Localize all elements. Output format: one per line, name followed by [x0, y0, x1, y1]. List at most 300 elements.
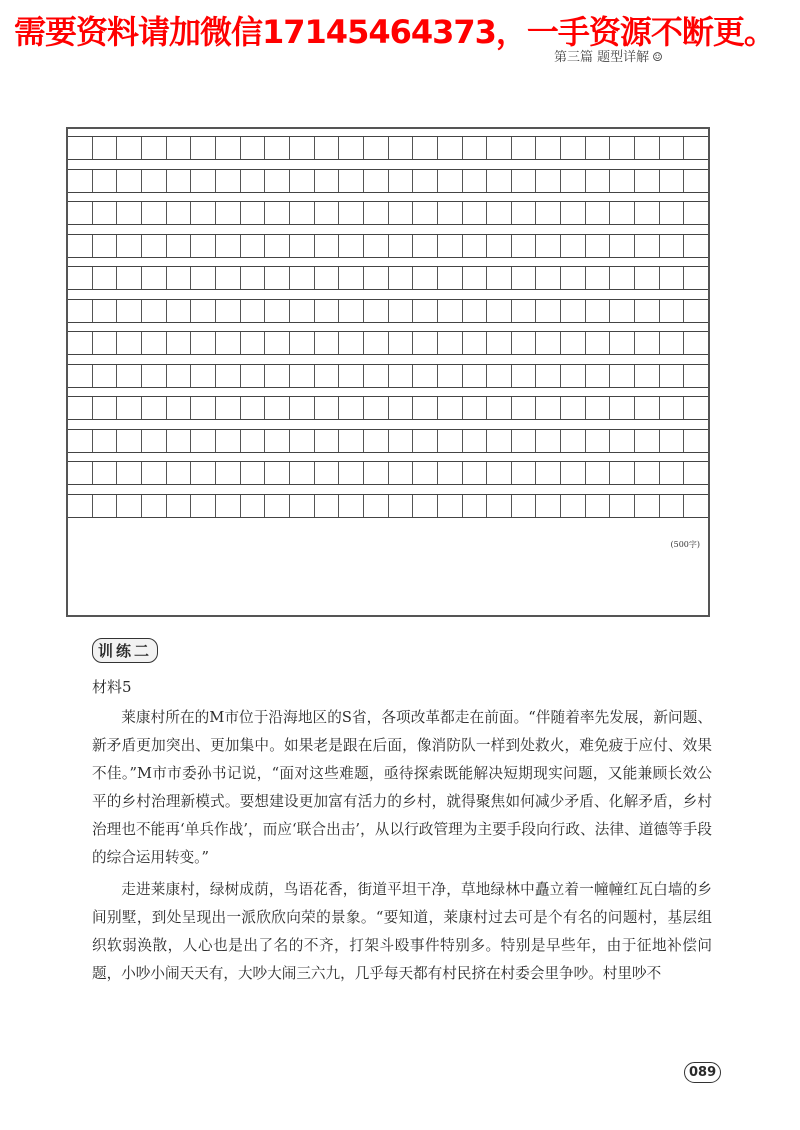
- grid-cell: [117, 300, 142, 322]
- grid-cell: [117, 267, 142, 289]
- running-header: [554, 46, 663, 65]
- grid-cell: [586, 462, 611, 484]
- grid-cell: [265, 170, 290, 192]
- grid-cell: [561, 267, 586, 289]
- grid-cell: [684, 397, 708, 419]
- grid-cell: [167, 300, 192, 322]
- grid-cell: [561, 235, 586, 257]
- grid-cell: [487, 495, 512, 517]
- grid-cell: [660, 397, 685, 419]
- grid-cell: [265, 495, 290, 517]
- grid-cell: [315, 495, 340, 517]
- grid-cell: [216, 495, 241, 517]
- page-number: 089: [684, 1062, 721, 1083]
- grid-cell: [68, 202, 93, 224]
- grid-cell: [438, 332, 463, 354]
- grid-cell: [536, 495, 561, 517]
- grid-row: [68, 299, 708, 323]
- grid-cell: [117, 430, 142, 452]
- grid-cell: [216, 365, 241, 387]
- grid-cell: [216, 332, 241, 354]
- grid-cell: [167, 430, 192, 452]
- grid-cell: [413, 170, 438, 192]
- watermark-banner: 需要资料请加微信17145464373，一手资源不断更。: [14, 13, 775, 51]
- grid-cell: [413, 462, 438, 484]
- grid-cell: [536, 300, 561, 322]
- grid-cell: [191, 365, 216, 387]
- grid-cell: [117, 137, 142, 159]
- grid-cell: [142, 202, 167, 224]
- grid-cell: [339, 495, 364, 517]
- grid-cell: [93, 300, 118, 322]
- grid-cell: [93, 495, 118, 517]
- grid-cell: [586, 397, 611, 419]
- grid-cell: [68, 170, 93, 192]
- grid-cell: [93, 365, 118, 387]
- grid-cell: [487, 430, 512, 452]
- grid-cell: [93, 462, 118, 484]
- grid-cell: [117, 202, 142, 224]
- grid-row: [68, 169, 708, 193]
- grid-cell: [241, 365, 266, 387]
- grid-cell: [68, 397, 93, 419]
- grid-cell: [167, 397, 192, 419]
- grid-cell: [561, 202, 586, 224]
- grid-cell: [216, 430, 241, 452]
- grid-cell: [315, 137, 340, 159]
- grid-cell: [660, 430, 685, 452]
- grid-cell: [635, 202, 660, 224]
- grid-cell: [117, 397, 142, 419]
- grid-cell: [142, 462, 167, 484]
- grid-cell: [68, 365, 93, 387]
- grid-cell: [241, 137, 266, 159]
- grid-cell: [684, 332, 708, 354]
- grid-cell: [216, 235, 241, 257]
- grid-cell: [635, 365, 660, 387]
- grid-cell: [438, 430, 463, 452]
- grid-cell: [512, 267, 537, 289]
- grid-cell: [536, 332, 561, 354]
- grid-cell: [191, 332, 216, 354]
- grid-cell: [241, 235, 266, 257]
- grid-cell: [241, 430, 266, 452]
- grid-cell: [413, 137, 438, 159]
- grid-cell: [413, 235, 438, 257]
- grid-cell: [438, 495, 463, 517]
- grid-cell: [290, 365, 315, 387]
- grid-cell: [389, 397, 414, 419]
- grid-row: [68, 201, 708, 225]
- grid-cell: [512, 495, 537, 517]
- grid-row: [68, 461, 708, 485]
- grid-cell: [487, 137, 512, 159]
- word-count-label: (500字): [670, 540, 700, 549]
- grid-cell: [290, 397, 315, 419]
- grid-cell: [216, 267, 241, 289]
- grid-cell: [561, 397, 586, 419]
- grid-cell: [364, 332, 389, 354]
- grid-cell: [438, 170, 463, 192]
- grid-cell: [167, 235, 192, 257]
- grid-cell: [684, 235, 708, 257]
- grid-cell: [93, 235, 118, 257]
- grid-cell: [586, 137, 611, 159]
- grid-cell: [463, 332, 488, 354]
- grid-cell: [487, 235, 512, 257]
- grid-cell: [339, 300, 364, 322]
- grid-cell: [142, 495, 167, 517]
- grid-cell: [142, 430, 167, 452]
- grid-cell: [438, 300, 463, 322]
- grid-cell: [290, 300, 315, 322]
- grid-cell: [635, 267, 660, 289]
- grid-cell: [142, 332, 167, 354]
- grid-cell: [487, 462, 512, 484]
- grid-cell: [463, 235, 488, 257]
- grid-cell: [364, 170, 389, 192]
- grid-cell: [660, 462, 685, 484]
- grid-cell: [561, 430, 586, 452]
- paragraph: 走进莱康村，绿树成荫，鸟语花香，街道平坦干净，草地绿林中矗立着一幢幢红瓦白墙的乡间别墅，到处呈现出一派欣欣向荣的景象。“要知道，莱康村过去可是个有名的问题村，基层组织软弱涣散，人心也是出了名的不齐，打架斗殴事件特别多。特别是早些年，由于征地补偿问题，小吵小闹天天有，大吵大闹三六九，几乎每天都有村民挤在村委会里争吵。村里吵不: [92, 881, 712, 982]
- grid-cell: [512, 300, 537, 322]
- grid-cell: [463, 397, 488, 419]
- grid-cell: [315, 202, 340, 224]
- grid-cell: [389, 235, 414, 257]
- grid-cell: [339, 462, 364, 484]
- grid-cell: [68, 137, 93, 159]
- grid-cell: [216, 462, 241, 484]
- grid-cell: [463, 495, 488, 517]
- grid-cell: [438, 397, 463, 419]
- grid-cell: [68, 462, 93, 484]
- grid-cell: [610, 137, 635, 159]
- grid-cell: [586, 267, 611, 289]
- grid-cell: [68, 332, 93, 354]
- grid-cell: [68, 235, 93, 257]
- grid-cell: [413, 332, 438, 354]
- grid-cell: [191, 430, 216, 452]
- grid-cell: [191, 462, 216, 484]
- composition-grid: [66, 127, 710, 617]
- grid-cell: [241, 495, 266, 517]
- grid-cell: [290, 462, 315, 484]
- grid-cell: [364, 462, 389, 484]
- grid-cell: [216, 137, 241, 159]
- grid-cell: [265, 332, 290, 354]
- grid-cell: [265, 202, 290, 224]
- grid-cell: [265, 397, 290, 419]
- grid-cell: [241, 462, 266, 484]
- grid-cell: [265, 235, 290, 257]
- grid-cell: [142, 170, 167, 192]
- grid-cell: [610, 495, 635, 517]
- grid-cell: [635, 462, 660, 484]
- grid-cell: [265, 267, 290, 289]
- grid-cell: [413, 430, 438, 452]
- grid-cell: [586, 202, 611, 224]
- grid-cell: [635, 137, 660, 159]
- grid-cell: [512, 332, 537, 354]
- material-label: 材料5: [92, 678, 132, 696]
- grid-cell: [512, 170, 537, 192]
- grid-cell: [536, 267, 561, 289]
- grid-cell: [586, 300, 611, 322]
- grid-cell: [265, 462, 290, 484]
- grid-cell: [536, 170, 561, 192]
- grid-cell: [586, 430, 611, 452]
- grid-cell: [364, 430, 389, 452]
- grid-cell: [660, 332, 685, 354]
- grid-cell: [241, 202, 266, 224]
- grid-cell: [512, 235, 537, 257]
- grid-cell: [610, 202, 635, 224]
- grid-cell: [487, 397, 512, 419]
- grid-cell: [438, 365, 463, 387]
- grid-cell: [216, 397, 241, 419]
- grid-cell: [684, 495, 708, 517]
- grid-cell: [339, 397, 364, 419]
- grid-cell: [610, 267, 635, 289]
- grid-row: [68, 396, 708, 420]
- grid-cell: [487, 365, 512, 387]
- grid-cell: [191, 300, 216, 322]
- grid-cell: [339, 137, 364, 159]
- grid-cell: [512, 202, 537, 224]
- grid-cell: [512, 137, 537, 159]
- grid-cell: [610, 170, 635, 192]
- grid-cell: [413, 202, 438, 224]
- grid-cell: [684, 365, 708, 387]
- grid-cell: [93, 430, 118, 452]
- grid-cell: [315, 235, 340, 257]
- grid-cell: [561, 332, 586, 354]
- grid-cell: [167, 202, 192, 224]
- grid-cell: [68, 267, 93, 289]
- grid-cell: [315, 300, 340, 322]
- grid-cell: [265, 300, 290, 322]
- grid-cell: [610, 332, 635, 354]
- grid-cell: [610, 365, 635, 387]
- grid-cell: [389, 332, 414, 354]
- grid-cell: [586, 170, 611, 192]
- grid-cell: [290, 332, 315, 354]
- grid-cell: [438, 267, 463, 289]
- grid-cell: [536, 235, 561, 257]
- grid-cell: [191, 202, 216, 224]
- grid-cell: [635, 332, 660, 354]
- grid-cell: [339, 202, 364, 224]
- grid-cell: [167, 462, 192, 484]
- grid-cell: [364, 397, 389, 419]
- grid-cell: [167, 267, 192, 289]
- grid-cell: [241, 397, 266, 419]
- grid-cell: [290, 137, 315, 159]
- grid-cell: [684, 300, 708, 322]
- grid-cell: [315, 170, 340, 192]
- grid-cell: [117, 495, 142, 517]
- grid-cell: [290, 430, 315, 452]
- grid-cell: [142, 267, 167, 289]
- grid-cell: [216, 170, 241, 192]
- grid-cell: [684, 267, 708, 289]
- grid-cell: [413, 267, 438, 289]
- grid-cell: [191, 397, 216, 419]
- panda-icon: ☺: [652, 50, 663, 64]
- grid-cell: [684, 170, 708, 192]
- grid-cell: [142, 397, 167, 419]
- grid-cell: [684, 137, 708, 159]
- grid-cell: [487, 267, 512, 289]
- grid-cell: [438, 137, 463, 159]
- grid-cell: [93, 267, 118, 289]
- grid-cell: [93, 332, 118, 354]
- grid-row: [68, 266, 708, 290]
- grid-cell: [413, 397, 438, 419]
- grid-cell: [438, 462, 463, 484]
- grid-cell: [265, 430, 290, 452]
- grid-cell: [339, 267, 364, 289]
- grid-cell: [586, 495, 611, 517]
- grid-cell: [142, 365, 167, 387]
- grid-cell: [241, 300, 266, 322]
- grid-cell: [216, 300, 241, 322]
- grid-cell: [117, 365, 142, 387]
- grid-cell: [561, 300, 586, 322]
- grid-cell: [167, 365, 192, 387]
- section-name: 第三篇 题型详解: [554, 50, 650, 65]
- grid-cell: [364, 365, 389, 387]
- grid-cell: [191, 495, 216, 517]
- grid-cell: [315, 462, 340, 484]
- grid-cell: [684, 462, 708, 484]
- grid-cell: [339, 235, 364, 257]
- grid-cell: [463, 137, 488, 159]
- grid-cell: [536, 462, 561, 484]
- grid-cell: [339, 332, 364, 354]
- grid-cell: [315, 365, 340, 387]
- grid-cell: [142, 137, 167, 159]
- grid-row: [68, 136, 708, 160]
- grid-cell: [660, 267, 685, 289]
- grid-cell: [413, 495, 438, 517]
- grid-cell: [610, 430, 635, 452]
- grid-cell: [487, 170, 512, 192]
- grid-cell: [191, 235, 216, 257]
- grid-cell: [463, 365, 488, 387]
- grid-cell: [241, 267, 266, 289]
- grid-cell: [536, 202, 561, 224]
- grid-cell: [93, 137, 118, 159]
- grid-cell: [93, 170, 118, 192]
- grid-cell: [536, 397, 561, 419]
- grid-cell: [117, 332, 142, 354]
- grid-cell: [438, 235, 463, 257]
- grid-cell: [586, 235, 611, 257]
- grid-cell: [364, 300, 389, 322]
- grid-cell: [290, 495, 315, 517]
- grid-cell: [684, 430, 708, 452]
- grid-cell: [586, 332, 611, 354]
- grid-cell: [339, 365, 364, 387]
- grid-cell: [463, 267, 488, 289]
- grid-cell: [93, 397, 118, 419]
- grid-cell: [561, 137, 586, 159]
- grid-cell: [389, 365, 414, 387]
- grid-cell: [191, 267, 216, 289]
- grid-cell: [389, 462, 414, 484]
- grid-cell: [389, 137, 414, 159]
- grid-cell: [142, 300, 167, 322]
- grid-cell: [265, 137, 290, 159]
- grid-cell: [315, 430, 340, 452]
- grid-cell: [684, 202, 708, 224]
- grid-cell: [660, 202, 685, 224]
- grid-row: [68, 429, 708, 453]
- grid-cell: [389, 170, 414, 192]
- grid-cell: [660, 137, 685, 159]
- grid-cell: [364, 137, 389, 159]
- grid-cell: [463, 462, 488, 484]
- grid-cell: [487, 202, 512, 224]
- grid-cell: [339, 430, 364, 452]
- grid-cell: [463, 202, 488, 224]
- grid-cell: [438, 202, 463, 224]
- section-title: 训练二: [92, 638, 158, 663]
- grid-cell: [117, 170, 142, 192]
- grid-cell: [561, 170, 586, 192]
- grid-cell: [512, 365, 537, 387]
- material-content: [92, 704, 712, 992]
- grid-cell: [389, 300, 414, 322]
- grid-cell: [167, 495, 192, 517]
- grid-cell: [635, 397, 660, 419]
- grid-cell: [389, 202, 414, 224]
- grid-cell: [315, 397, 340, 419]
- grid-cell: [191, 137, 216, 159]
- grid-cell: [241, 170, 266, 192]
- grid-cell: [315, 267, 340, 289]
- grid-cell: [586, 365, 611, 387]
- grid-cell: [610, 397, 635, 419]
- grid-cell: [610, 462, 635, 484]
- grid-cell: [561, 365, 586, 387]
- grid-cell: [167, 137, 192, 159]
- grid-cell: [68, 495, 93, 517]
- grid-cell: [265, 365, 290, 387]
- grid-cell: [512, 430, 537, 452]
- grid-cell: [389, 430, 414, 452]
- grid-cell: [241, 332, 266, 354]
- grid-row: [68, 494, 708, 518]
- grid-cell: [290, 170, 315, 192]
- grid-cell: [635, 300, 660, 322]
- grid-cell: [512, 462, 537, 484]
- grid-cell: [660, 235, 685, 257]
- grid-cell: [413, 365, 438, 387]
- grid-cell: [561, 495, 586, 517]
- grid-cell: [364, 495, 389, 517]
- grid-cell: [364, 235, 389, 257]
- grid-row: [68, 364, 708, 388]
- grid-cell: [216, 202, 241, 224]
- grid-cell: [364, 202, 389, 224]
- grid-cell: [561, 462, 586, 484]
- grid-cell: [610, 300, 635, 322]
- grid-row: [68, 331, 708, 355]
- grid-cell: [635, 170, 660, 192]
- grid-row: [68, 234, 708, 258]
